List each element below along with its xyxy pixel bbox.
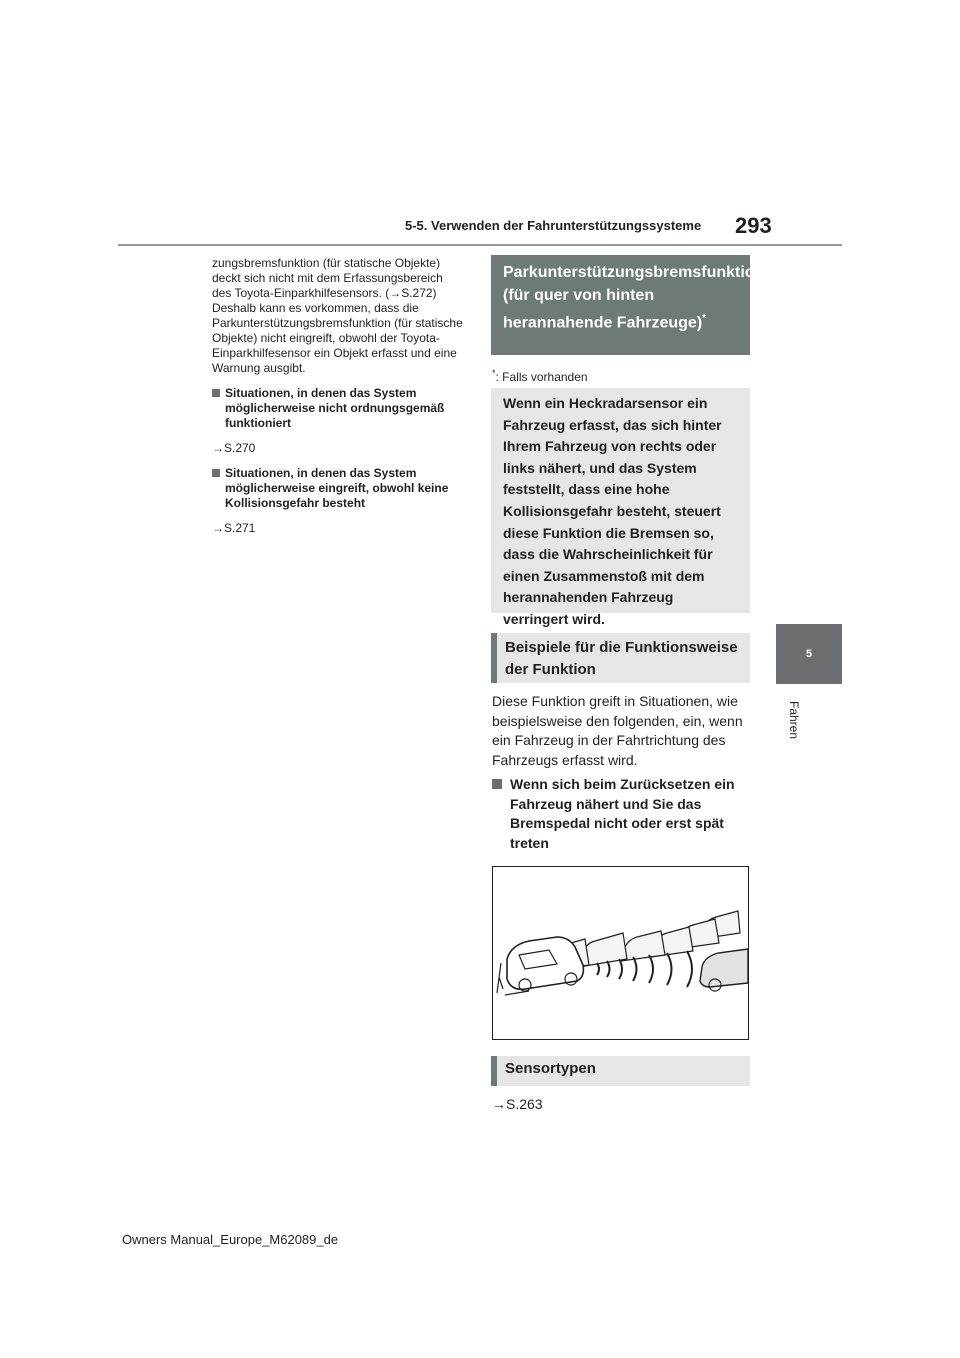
footer-text: Owners Manual_Europe_M62089_de [122,1232,339,1247]
chapter-tab: 5 [776,624,842,684]
square-bullet-icon [212,389,220,397]
examples-text: Diese Funktion greift in Situationen, wie beispielsweise den folgenden, ein, wenn ein Fahrzeug in der Fahrtrichtung des Fahrzeugs erfasst wird. [492,693,743,768]
square-bullet-icon [212,469,220,477]
section-heading-sensor-types: Sensortypen [491,1056,750,1086]
footnote-marker: * [492,368,496,378]
footnote [492,368,588,384]
page-reference-link[interactable]: →S.263 [492,1096,543,1112]
left-column [212,256,464,536]
page-reference-link[interactable]: →S.270 [212,441,256,455]
example-subhead-text: Wenn sich beim Zurücksetzen ein Fahrzeug nähert und Sie das Bremspedal nicht oder erst spät treten [510,776,735,851]
square-bullet-icon [492,779,502,789]
section-heading-examples: Beispiele für die Funktionsweise der Funktion [491,633,750,683]
example-subhead [492,775,750,853]
left-subhead-2 [212,466,464,511]
chapter-label: Fahren [787,700,801,740]
section-header: 5-5. Verwenden der Fahrunterstützungssysteme [405,218,702,233]
header-rule [118,244,842,246]
feature-title: Parkunterstützungsbremsfunktion (für quer von hinten herannahende Fahrzeuge) [503,264,765,332]
parking-illustration [492,866,749,1040]
feature-title-box [491,255,765,355]
left-paragraph: zungsbremsfunktion (für statische Objekte) deckt sich nicht mit dem Erfassungsbereich des Toyota-Einparkhilfesensors. (→S.272) Deshalb kann es vorkommen, dass die Parkunterstützungsbremsfunktion (für statische Objekte) nicht eingreift, obwohl der Toyota-Einparkhilfesensor ein Objekt erfasst und eine Warnung ausgibt. [212,256,463,375]
footnote-text: : Falls vorhanden [495,370,588,384]
left-subhead-1-text: Situationen, in denen das System möglicherweise nicht ordnungsgemäß funktioniert [225,386,445,430]
parking-scene-illustration [493,867,748,1039]
page-reference-link[interactable]: →S.271 [212,521,256,535]
page-number: 293 [735,213,772,238]
left-subhead-1 [212,386,464,431]
left-subhead-2-text: Situationen, in denen das System möglicherweise eingreift, obwohl keine Kollisionsgefahr besteht [225,466,449,510]
summary-box: Wenn ein Heckradarsensor ein Fahrzeug erfasst, das sich hinter Ihrem Fahrzeug von rechts oder links nähert, und das System feststellt, dass eine hohe Kollisionsgefahr besteht, steuert diese Funktion die Bremsen so, dass die Wahrscheinlichkeit für einen Zusammenstoß mit dem herannahenden Fahrzeug verringert wird. [491,388,750,613]
footnote-mark: * [702,313,707,324]
